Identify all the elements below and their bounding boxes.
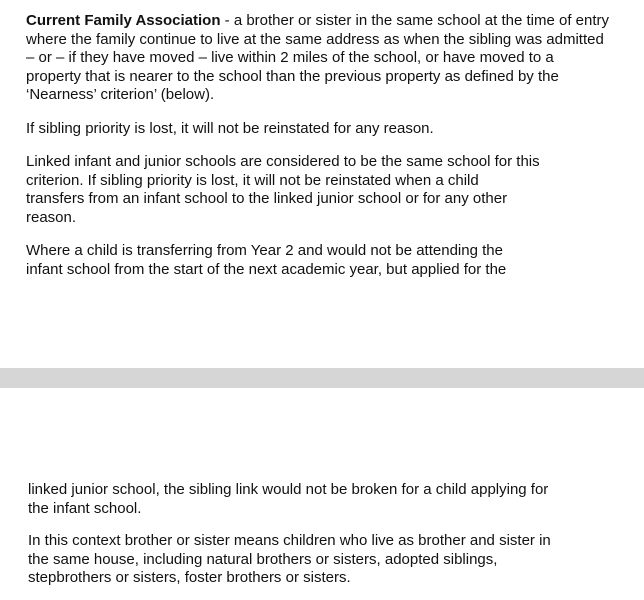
paragraph-heading: Current Family Association — [26, 12, 221, 29]
linked-schools-paragraph: Linked infant and junior schools are considered to be the same school for this criterion. If sibling priority is lost, it will not be reinstated when a child transfers from an infant school to the linked junior school or for any other reason. — [26, 153, 540, 226]
paragraph-body: - a brother or sister in the same school at the time of entry where the family continue to live at the same address as when the sibling was admitted – or – if they have moved – live within 2 miles of the school, or have moved to a property that is nearer to the school than the previous property as defined by the ‘Nearness’ criterion’ (below). — [26, 12, 610, 104]
linked-junior-continuation-paragraph: linked junior school, the sibling link would not be broken for a child applying for the infant school. — [28, 481, 549, 517]
document-page-2 — [0, 388, 644, 600]
sibling-priority-lost-paragraph: If sibling priority is lost, it will not be reinstated for any reason. — [26, 120, 434, 137]
year-2-transfer-paragraph: Where a child is transferring from Year 2 and would not be attending the infant school from the start of the next academic year, but applied for the — [26, 242, 507, 278]
page-break — [0, 368, 644, 388]
brother-sister-definition-paragraph: In this context brother or sister means children who live as brother and sister in the same house, including natural brothers or sisters, adopted siblings, stepbrothers or sisters, foster brothers or sisters. — [28, 532, 551, 587]
current-family-association-paragraph — [26, 12, 610, 105]
